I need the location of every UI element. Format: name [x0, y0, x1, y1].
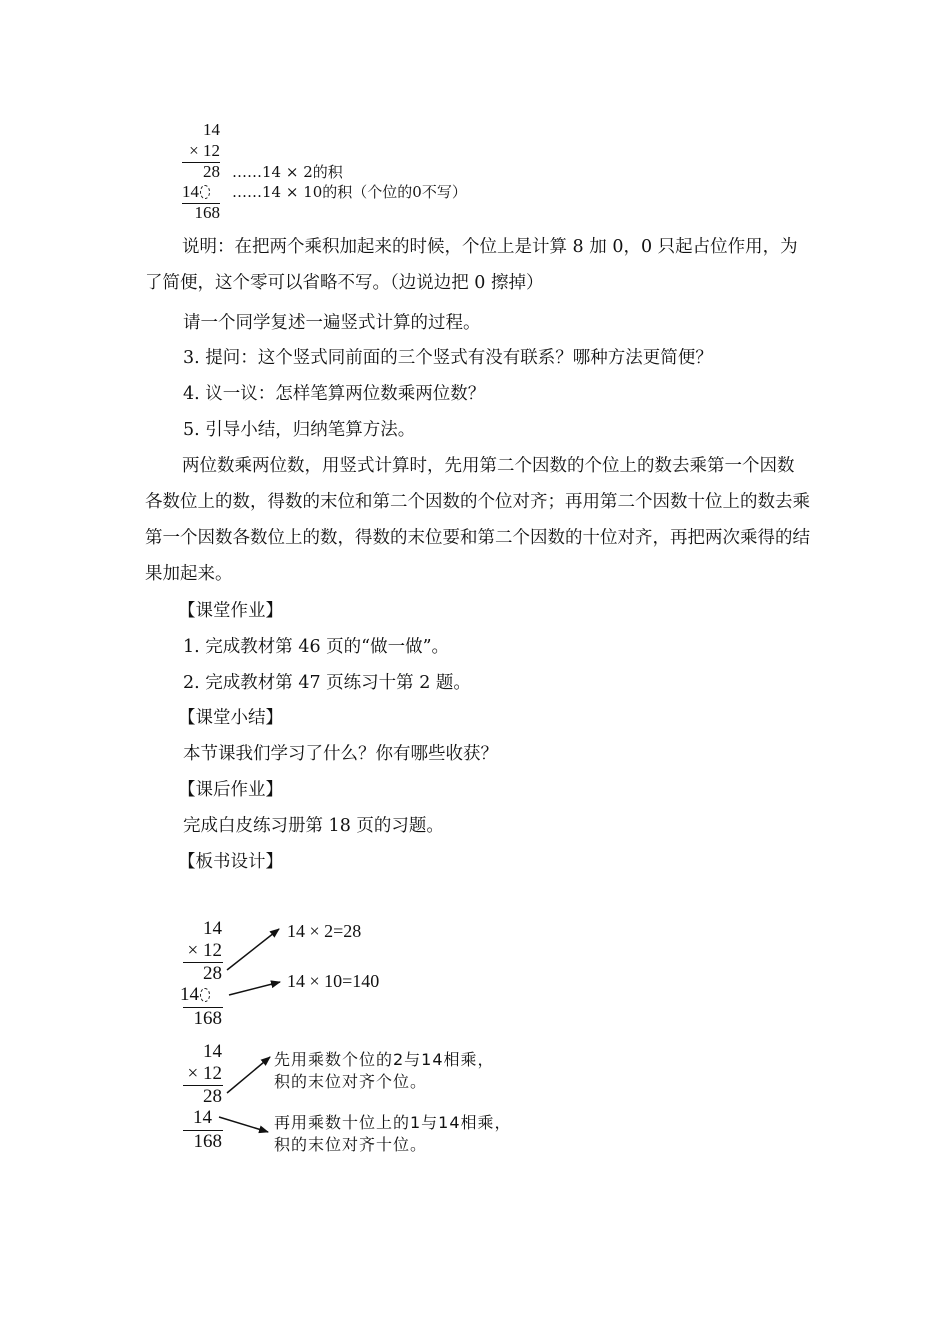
arrow-to-label-1	[227, 929, 279, 970]
restate-line: 请一个同学复述一遍竖式计算的过程。	[183, 313, 481, 333]
board2-partial-1: 28	[203, 1086, 222, 1107]
classwork-heading: 【课堂作业】	[178, 601, 283, 621]
board2-multiplicand: 14	[203, 1041, 222, 1062]
board2-note-1-line-1: 先用乘数个位的2与14相乘，	[274, 1050, 495, 1069]
classwork-item-2: 2. 完成教材第 47 页练习十第 2 题。	[183, 673, 471, 693]
top-multiplier: × 12	[189, 141, 220, 160]
summary-guide-line: 5. 引导小结，归纳笔算方法。	[183, 420, 416, 440]
board1-label-2: 14 × 10=140	[287, 971, 380, 991]
question-line: 3. 提问：这个竖式同前面的三个竖式有没有联系？哪种方法更简便？	[183, 348, 713, 368]
arrow-to-note-2	[219, 1117, 268, 1132]
method-summary-paragraph: 两位数乘两位数，用竖式计算时，先用第二个因数的个位上的数去乘第一个因数各数位上的数，得数的末位和第二个因数的个位对齐；再用第二个因数十位上的数去乘第一个因数各数位上的数，得数的末位要和第二个因数的十位对齐，再把两次乘得的结果加起来。	[145, 456, 810, 584]
arrow-to-note-1	[227, 1057, 270, 1093]
top-result: 168	[194, 203, 220, 222]
board2-partial-2: 14	[193, 1107, 212, 1128]
homework-heading: 【课后作业】	[178, 780, 283, 800]
board1-partial-1: 28	[203, 963, 222, 984]
top-partial-1: 28	[203, 162, 220, 181]
classwork-item-1: 1. 完成教材第 46 页的“做一做”。	[183, 637, 450, 657]
board1-multiplicand: 14	[203, 918, 222, 939]
discuss-line: 4. 议一议：怎样笔算两位数乘两位数？	[183, 384, 486, 404]
board1-label-1: 14 × 2=28	[287, 921, 362, 941]
board2-note-2-line-1: 再用乘数十位上的1与14相乘，	[274, 1113, 512, 1132]
board-design-heading: 【板书设计】	[178, 852, 283, 872]
board2-note-1-line-2: 积的末位对齐个位。	[274, 1072, 428, 1091]
explanation-paragraph: 说明：在把两个乘积加起来的时候，个位上是计算 8 加 0，0 只起占位作用，为了简便，这个零可以省略不写。（边说边把 0 擦掉）	[145, 237, 798, 293]
board1-multiplier: × 12	[187, 940, 222, 961]
board2-note-2-line-2: 积的末位对齐十位。	[274, 1135, 428, 1154]
homework-text: 完成白皮练习册第 18 页的习题。	[183, 816, 444, 836]
board2-multiplier: × 12	[187, 1063, 222, 1084]
board1-result: 168	[193, 1008, 222, 1029]
board2-result: 168	[193, 1131, 222, 1152]
top-partial-2: 14	[170, 182, 210, 202]
top-multiplicand: 14	[203, 120, 220, 139]
top-note-2: ……14 × 10的积（个位的0不写）	[232, 183, 467, 201]
summary-heading: 【课堂小结】	[178, 708, 283, 728]
arrow-to-label-2	[229, 982, 280, 995]
board1-partial-2: 14	[168, 984, 210, 1006]
summary-text: 本节课我们学习了什么？你有哪些收获？	[183, 744, 498, 764]
top-note-1: ……14 × 2的积	[232, 163, 343, 181]
